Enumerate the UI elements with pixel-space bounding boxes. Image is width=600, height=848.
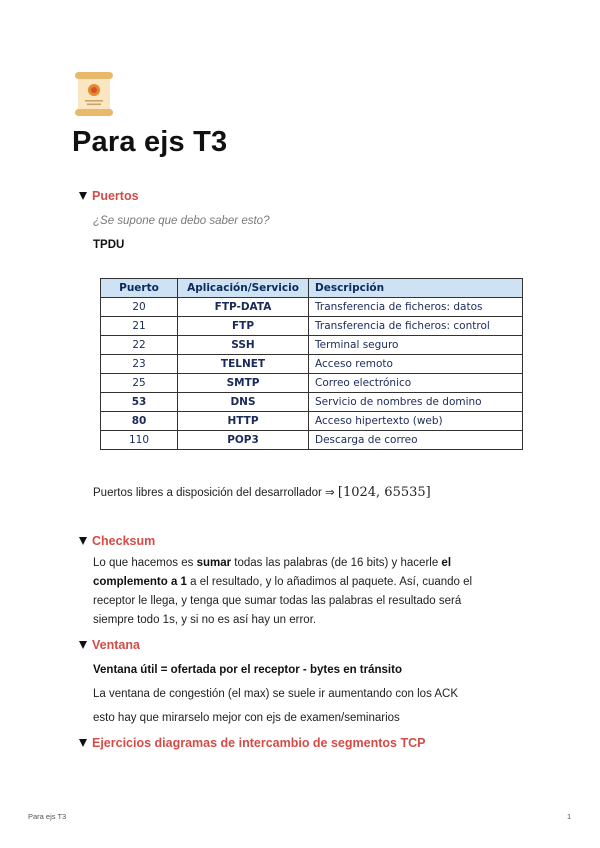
ports-table: [100, 278, 523, 450]
cell-desc: Correo electrónico: [309, 374, 523, 393]
ventana-formula: Ventana útil = ofertada por el receptor - bytes en tránsito: [93, 664, 402, 676]
cell-app: SMTP: [178, 374, 309, 393]
checksum-line-3: receptor le llega, y tenga que sumar todas las palabras el resultado será: [93, 595, 462, 607]
text-run: Lo que hacemos es: [93, 557, 197, 569]
section-heading-checksum: Checksum: [92, 534, 156, 548]
triangle-down-icon[interactable]: [79, 537, 87, 545]
cell-app: FTP-DATA: [178, 298, 309, 317]
table-row: [101, 412, 523, 431]
tpdu-label: TPDU: [93, 239, 125, 251]
text-bold: sumar: [196, 557, 232, 569]
text-run: a el resultado, y lo añadimos al paquete. Así, cuando el: [186, 576, 473, 588]
toggle-ejercicios[interactable]: [79, 736, 425, 750]
ventana-note: esto hay que mirarselo mejor con ejs de examen/seminarios: [93, 712, 400, 724]
free-ports-range: [1024, 65535]: [337, 485, 431, 500]
free-ports-line: [93, 483, 431, 503]
section-heading-ejercicios: Ejercicios diagramas de intercambio de segmentos TCP: [92, 736, 426, 750]
table-row: [101, 298, 523, 317]
table-row: [101, 393, 523, 412]
cell-desc: Terminal seguro: [309, 336, 523, 355]
text-bold: el: [441, 557, 452, 569]
cell-app: SSH: [178, 336, 309, 355]
footer-title: Para ejs T3: [28, 812, 67, 821]
cell-app: HTTP: [178, 412, 309, 431]
table-row: [101, 317, 523, 336]
cell-app: POP3: [178, 431, 309, 450]
triangle-down-icon[interactable]: [79, 641, 87, 649]
toggle-puertos[interactable]: [79, 189, 139, 203]
cell-port: 21: [101, 317, 178, 336]
cell-port: 20: [101, 298, 178, 317]
table-row: [101, 431, 523, 450]
text-run: todas las palabras (de 16 bits) y hacerle: [231, 557, 442, 569]
cell-desc: Acceso remoto: [309, 355, 523, 374]
footer-page-number: 1: [567, 812, 572, 821]
toggle-ventana[interactable]: [79, 638, 140, 652]
text-bold: complemento a 1: [93, 576, 187, 588]
cell-port: 22: [101, 336, 178, 355]
section-heading-ventana: Ventana: [92, 638, 140, 652]
cell-app: TELNET: [178, 355, 309, 374]
cell-port: 110: [101, 431, 178, 450]
cell-desc: Transferencia de ficheros: datos: [309, 298, 523, 317]
col-header-aplicacion: Aplicación/Servicio: [178, 279, 309, 298]
checksum-line-2: [93, 573, 472, 592]
cell-port: 53: [101, 393, 178, 412]
toggle-checksum[interactable]: [79, 534, 155, 548]
triangle-down-icon[interactable]: [79, 739, 87, 747]
ventana-congestion: La ventana de congestión (el max) se suele ir aumentando con los ACK: [93, 688, 459, 700]
page-title: Para ejs T3: [72, 126, 228, 158]
checksum-line-4: siempre todo 1s, y si no es así hay un error.: [93, 614, 317, 626]
cell-port: 25: [101, 374, 178, 393]
cell-app: DNS: [178, 393, 309, 412]
table-row: [101, 336, 523, 355]
triangle-down-icon[interactable]: [79, 192, 87, 200]
puertos-question: ¿Se supone que debo saber esto?: [93, 215, 270, 227]
cell-port: 23: [101, 355, 178, 374]
col-header-descripcion: Descripción: [309, 279, 523, 298]
cell-desc: Transferencia de ficheros: control: [309, 317, 523, 336]
cell-desc: Descarga de correo: [309, 431, 523, 450]
cell-desc: Servicio de nombres de domino: [309, 393, 523, 412]
free-ports-text: Puertos libres a disposición del desarrollador ⇒: [93, 487, 338, 499]
cell-app: FTP: [178, 317, 309, 336]
cell-port: 80: [101, 412, 178, 431]
col-header-puerto: Puerto: [101, 279, 178, 298]
table-row: [101, 355, 523, 374]
table-row: [101, 374, 523, 393]
section-heading-puertos: Puertos: [92, 189, 139, 203]
scroll-icon: [70, 70, 118, 118]
table-header-row: [101, 279, 523, 298]
cell-desc: Acceso hipertexto (web): [309, 412, 523, 431]
checksum-line-1: [93, 554, 451, 573]
